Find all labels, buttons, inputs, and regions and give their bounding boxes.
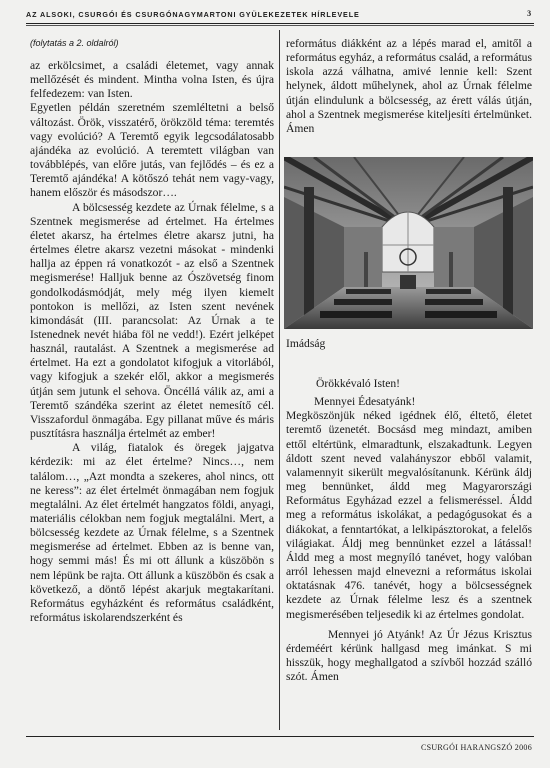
left-paragraph-4: A világ, fiatalok és öregek jajgatva kérdezik: mi az élet értelme? Nincs…, nem találom…, „Azt mondta a szekeres, ahol nincs, ott ne keress”: az élet értelmét önmagában nem fogjuk megtalálni. Az élet értelmét hangzatos földi, anyagi, materiális célokban nem fogjuk megtalálni. Mert, a bölcsesség kezdete az Úrnak félelme, s a Szentnek megismerése ad értelmet. Ebben az is benne van, hogy semmi más! És mi ott állunk a küszöbön s nem lépünk be rajta. Ott állunk a küszöbön és csak a következő, a döntő lépést akarjuk megtakarítani. Református egyházként és református családként, református iskolarendszerként és [30,441,274,625]
page-number: 3 [527,9,532,18]
left-paragraph-1: az erkölcsimet, a családi életemet, vagy annak mellőzését és mindent. Mintha volna Isten, és újra felfedezem: van Isten. [30,59,274,101]
church-interior-photo-icon [284,157,533,329]
prayer-section [286,377,532,684]
column-divider [279,30,280,730]
header-rule [26,23,534,24]
header-rule-secondary [26,25,534,26]
page-footer: CSURGÓI HARANGSZÓ 2006 [420,743,532,752]
footer-rule [26,736,534,737]
photo-caption: Imádság [286,337,326,350]
page-header [26,8,532,22]
church-interior-illustration [284,157,533,329]
prayer-paragraph-1: Megköszönjük néked igédnek élő, éltető, életet teremtő üzenetét. Bocsásd meg mindazt, amiben ettől eltértünk, elmaradtunk, elszakadtunk. Legyen áldott szent neved valahányszor ebből valamit, valamennyit sikerült megvalósítanunk. Kérünk áldj meg bennünket, áldd meg Magyarországi Református Egyházad ezzel a felismeréssel. Áldd meg a református iskolákat, a pedagógusokat és a diákokat, a fenntartókat, a lelkipásztorokat, a felelős világiakat. Áldj meg bennünket ezzel a látással! Áldd meg a most megnyíló tanévet, hogy valóban arról lehessen majd elnevezni a református iskolai oktatásnak 476. tanévét, hogy a bölcsességnek kezdete az Úrnak félelme lesz és a szentnek megismerésében teljesedik ki az értelmes gondolat. [286,409,532,621]
right-paragraph-1: református diákként az a lépés marad el, amitől a református egyház, a református család, a református iskola azzá válhatna, amivé lennie kell: Szent helynek, áldott műhelynek, ahol az Úrnak félelme útján elindulunk a bölcsesség, az érett válás útján, ahol a Szentnek megismerése kiteljesíti értelmünket. Ámen [286,37,532,135]
prayer-paragraph-2: Mennyei jó Atyánk! Az Úr Jézus Krisztus érdeméért kérünk hallgasd meg imánkat. S mi hisszük, hogy meghallgatod a szívből hozzád szálló szót. Ámen [286,627,532,684]
prayer-salutation-2: Mennyei Édesatyánk! [314,395,416,409]
right-column-top [286,37,532,136]
left-paragraph-3: A bölcsesség kezdete az Úrnak félelme, s a Szentnek megismerése ad értelmet. Ha értelmes életet akarsz, ha értelmes életre akarsz jutni, ha értelmes életre akarsz vezetni másokat - mindenki hallja az éppen rá vonatkozót - az első a Szentnek megismerése! Halljuk benne az Ószövetség finom gondolkodásmódját, mely még ilyen kiemelt pontokon is mellőzi, az Isten szent nevének kimondását (III. parancsolat: Az Úrnak a te Istenednek nevét hiába föl ne vedd!). Ezért jelképet használ, rautalást. A Szentnek a megismerése ad értelmet. Ha ezt a gondolatot kifogjuk a vitorlából, vagy kifogjuk a szekér elől, akkor a megismerés útján sem jutunk el sehova. Öncéllá válik az, ami a Teremtő szándéka szerint az életet nemesítő cél. Visszafordul önmagába. Egy pillanat műve és máris pusztításra használja értelmét az ember! [30,200,274,441]
continuation-note: (folytatás a 2. oldalról) [30,38,119,48]
left-column [30,37,274,625]
left-paragraph-2: Egyetlen példán szeretném szemléltetni a belső változást. Örök, visszatérő, örökzöld téma: teremtés vagy evolúció? A Teremtő egyik legcsodálatosabb ajándéka az evolúció. A teremtett világban van továbblépés, van előre jutás, van fejlődés – és ez a Teremtő ajándéka! A kötőszó tehát nem vagy-vagy, hanem először és másodszor…. [30,101,274,200]
newsletter-title: AZ ALSOKI, CSURGÓI ÉS CSURGÓNAGYMARTONI GYÜLEKEZETEK HÍRLEVELE [26,10,360,19]
prayer-salutation-1: Örökkévaló Isten! [316,377,401,390]
